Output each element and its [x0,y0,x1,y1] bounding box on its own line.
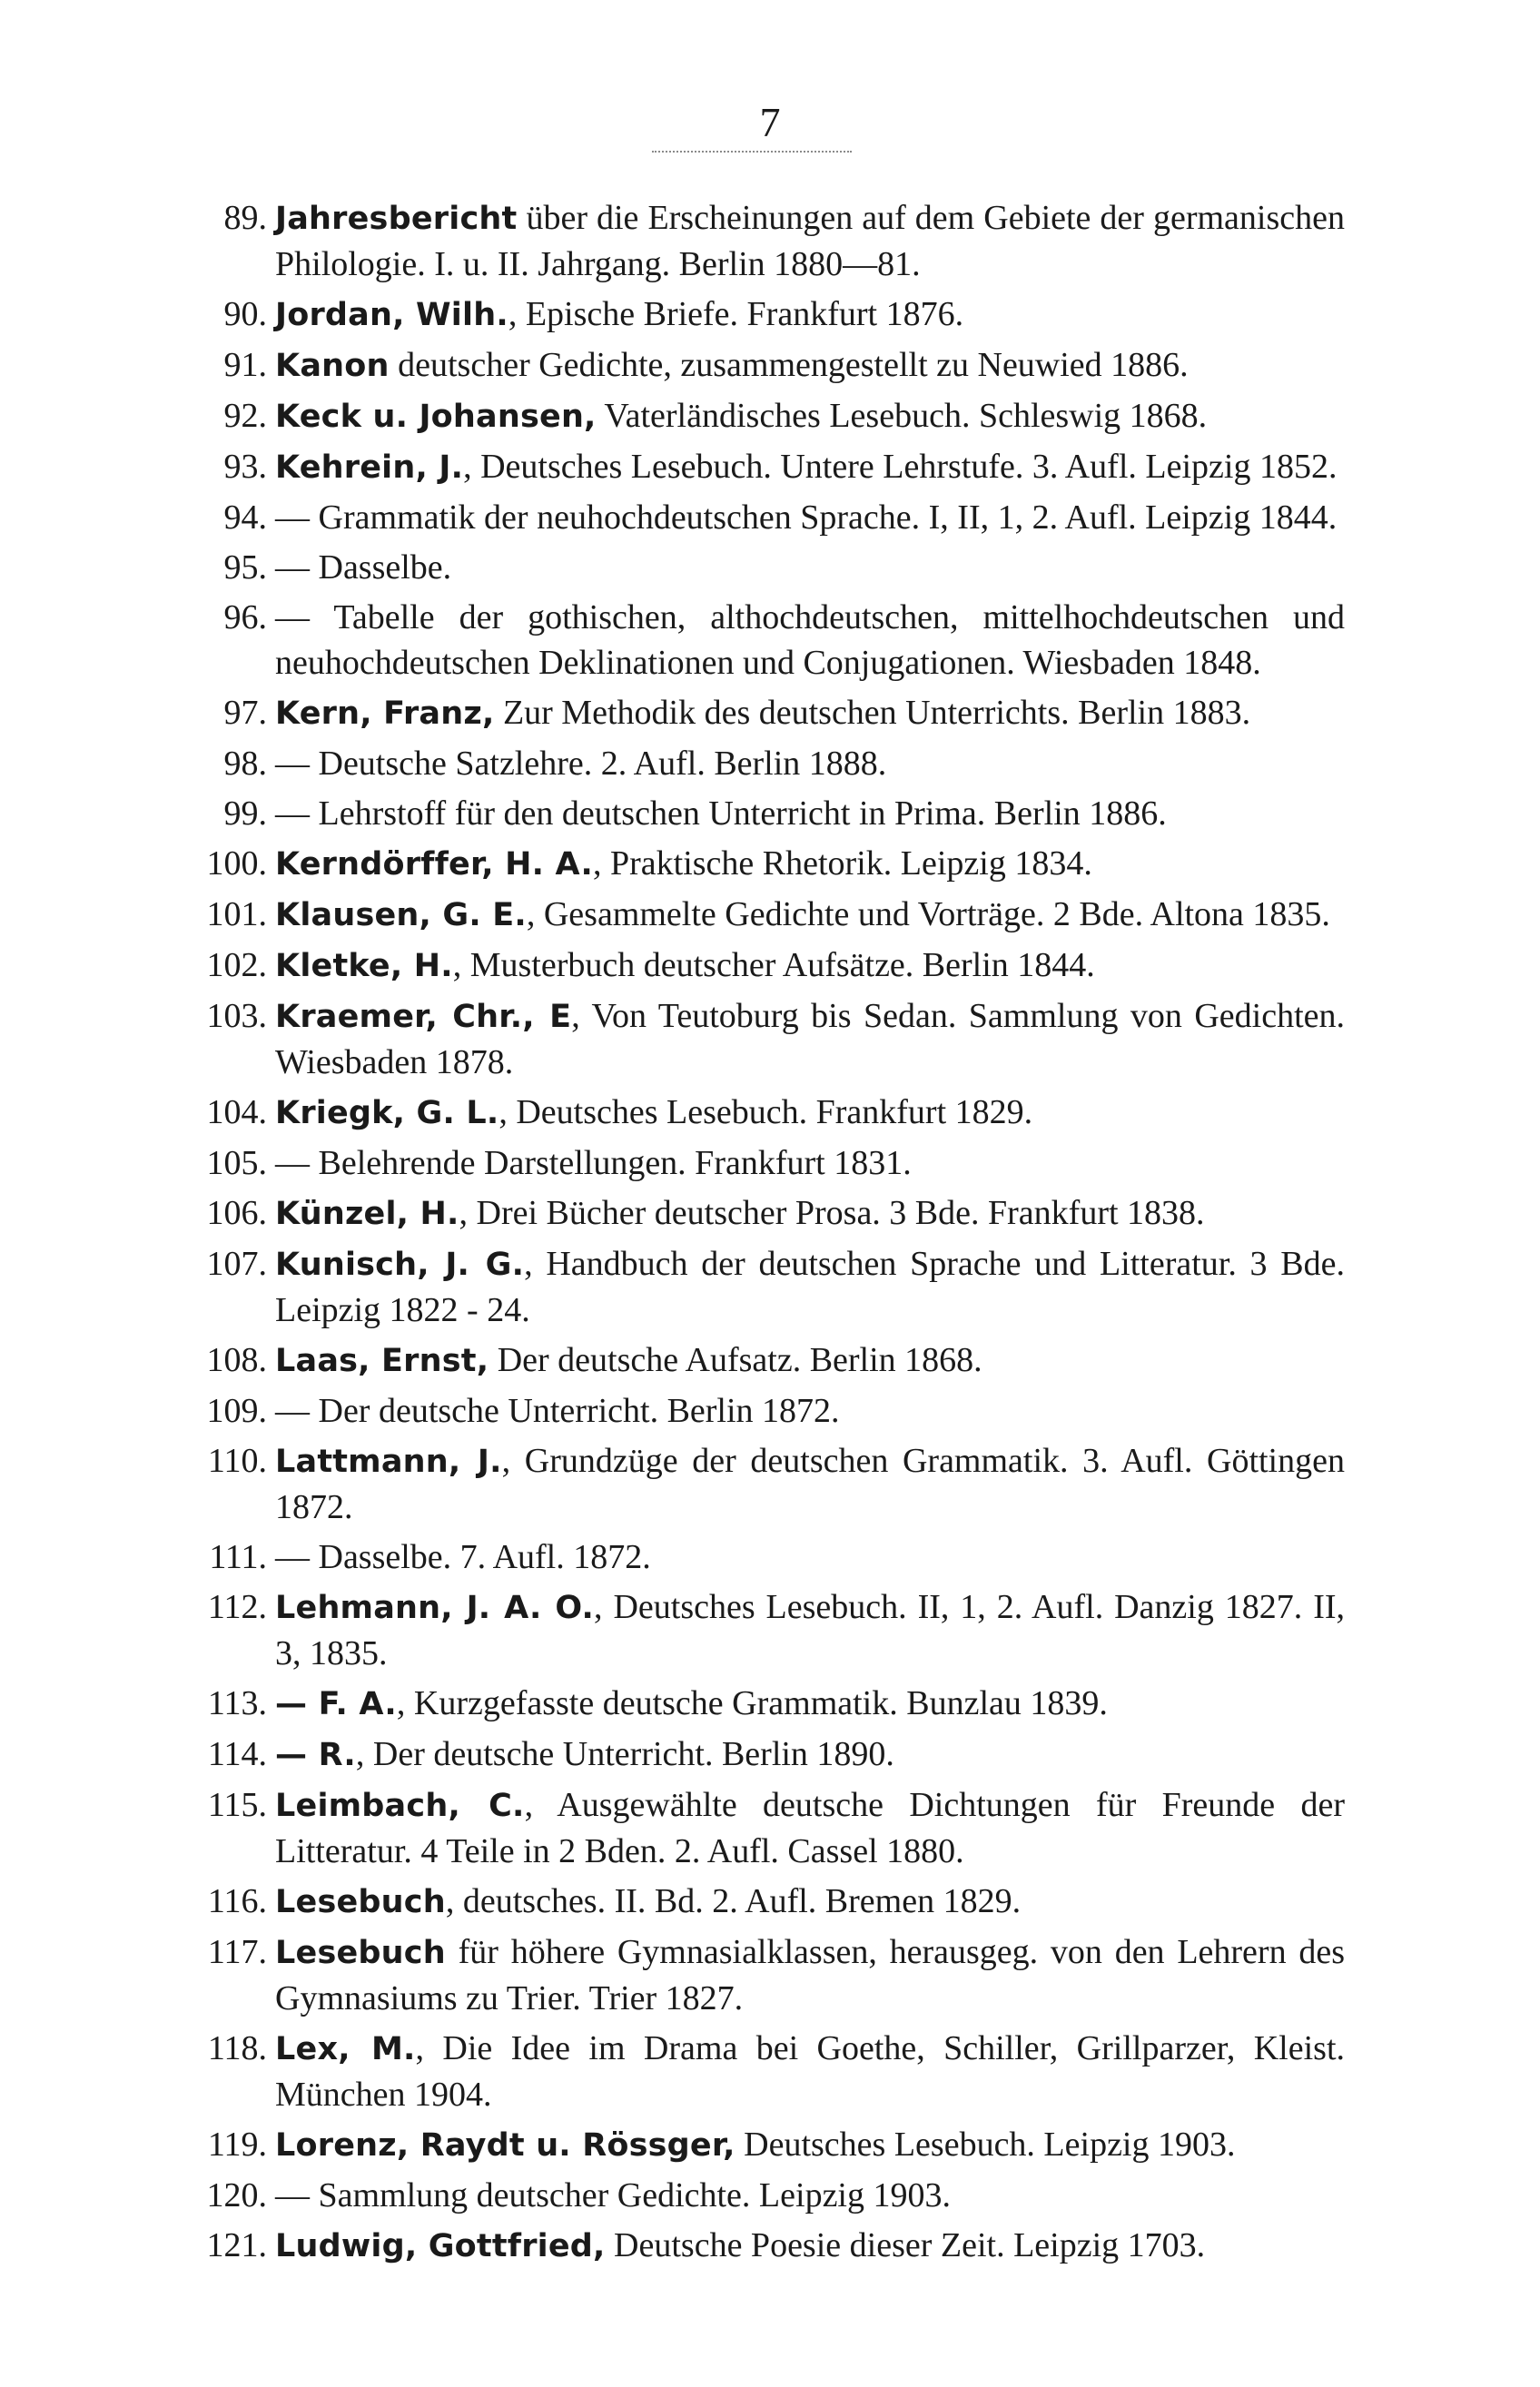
entry-author: Leimbach, C. [275,1788,525,1824]
entry-text [275,545,1345,590]
entry-number: 112. [207,1588,267,1626]
entry-body: , Kurzgefasste deutsche Grammatik. Bunzlau 1839. [396,1684,1108,1722]
bibliography-entry [0,2122,1540,2168]
entry-number: 95. [223,548,267,587]
bibliography-entry [0,2223,1540,2269]
bibliography-entry [0,1782,1540,1874]
entry-number: 92. [223,397,267,435]
bibliography-entry [0,741,1540,786]
entry-author: Jahresbericht [275,201,518,237]
entry-text [275,2122,1345,2168]
entry-author: Lattmann, J. [275,1444,502,1480]
entry-number: 98. [223,745,267,783]
entry-author: Kerndörffer, H. A. [275,846,593,883]
entry-number: 91. [223,346,267,384]
entry-body: , Grundzüge der deutschen Grammatik. 3. Aufl. Göttingen 1872. [275,1442,1345,1526]
entry-text [275,195,1345,287]
entry-number: 115. [207,1786,267,1824]
entry-text [275,1090,1345,1136]
entry-number: 102. [206,946,267,984]
entry-text [275,841,1345,887]
entry-text [275,1731,1345,1778]
bibliography-entry [0,993,1540,1085]
entry-body: , Deutsches Lesebuch. II, 1, 2. Aufl. Danzig 1827. II, 3, 1835. [275,1588,1345,1672]
bibliography-entry [0,1241,1540,1333]
entry-body: , Handbuch der deutschen Sprache und Litteratur. 3 Bde. Leipzig 1822 - 24. [275,1245,1345,1329]
entry-number: 109. [206,1392,267,1430]
entry-number: 101. [206,895,267,933]
entry-text [275,1438,1345,1530]
entry-number: 94. [223,498,267,537]
entry-text [275,690,1345,736]
entry-body: — Dasselbe. [275,548,452,587]
bibliography-entry [0,1534,1540,1580]
entry-text [275,942,1345,989]
entry-author: Kern, Franz, [275,695,495,732]
entry-text [275,993,1345,1085]
entry-number: 117. [207,1933,267,1971]
bibliography-entry [0,2173,1540,2218]
page-number-rule [652,151,852,153]
entry-author: Jordan, Wilh. [275,297,508,333]
bibliography-entry [0,444,1540,490]
entry-body: , deutsches. II. Bd. 2. Aufl. Bremen 1829. [445,1882,1022,1920]
entry-body: , Drei Bücher deutscher Prosa. 3 Bde. Frankfurt 1838. [459,1194,1205,1232]
entry-author: Laas, Ernst, [275,1343,489,1379]
entry-author: Lehmann, J. A. O. [275,1590,595,1626]
entry-number: 100. [206,844,267,883]
entry-body: — Tabelle der gothischen, althochdeutschen, mittelhochdeutschen und neuhochdeutschen Deklinationen und Conjugationen. Wiesbaden 1848. [275,598,1345,682]
entry-number: 93. [223,448,267,486]
entry-number: 99. [223,794,267,833]
entry-body: Zur Methodik des deutschen Unterrichts. Berlin 1883. [494,694,1251,732]
entry-author: Lex, M. [275,2031,416,2067]
bibliography-entry [0,1090,1540,1136]
entry-number: 96. [223,598,267,636]
entry-text [275,393,1345,439]
entry-number: 111. [209,1538,267,1576]
entry-text [275,1929,1345,2021]
entry-body: deutscher Gedichte, zusammengestellt zu Neuwied 1886. [389,346,1189,384]
bibliography-entry [0,841,1540,887]
bibliography-entry [0,1681,1540,1727]
entry-text [275,595,1345,686]
bibliography-entry [0,791,1540,836]
entry-author: Lorenz, Raydt u. Rössger, [275,2127,735,2164]
entry-number: 105. [206,1144,267,1182]
entry-author: Lesebuch [275,1884,446,1920]
entry-text [275,342,1345,389]
entry-body: , Praktische Rhetorik. Leipzig 1834. [592,844,1092,883]
bibliography-entry [0,892,1540,938]
entry-author: Lesebuch [275,1935,446,1971]
entry-author: Kriegk, G. L. [275,1095,499,1131]
entry-author: Kletke, H. [275,948,453,984]
entry-text [275,1241,1345,1333]
entry-number: 90. [223,295,267,333]
entry-body: — Sammlung deutscher Gedichte. Leipzig 1903. [275,2176,951,2214]
entry-author: — F. A. [275,1686,397,1722]
bibliography-entry [0,1929,1540,2021]
bibliography-entry [0,291,1540,338]
bibliography-entry [0,1140,1540,1186]
bibliography-entry [0,690,1540,736]
entry-number: 107. [206,1245,267,1283]
entry-text [275,2173,1345,2218]
bibliography-entry [0,1190,1540,1237]
entry-number: 121. [206,2226,267,2264]
bibliography-entry [0,1337,1540,1384]
entry-body: — Dasselbe. 7. Aufl. 1872. [275,1538,651,1576]
entry-number: 120. [206,2176,267,2214]
entry-number: 103. [206,997,267,1035]
bibliography-entry [0,545,1540,590]
entry-number: 108. [206,1341,267,1379]
entry-body: , Ausgewählte deutsche Dichtungen für Freunde der Litteratur. 4 Teile in 2 Bden. 2. Aufl. Cassel 1880. [275,1786,1345,1870]
entry-text [275,791,1345,836]
bibliography-entry [0,1584,1540,1676]
entry-body: , Von Teutoburg bis Sedan. Sammlung von Gedichten. Wiesbaden 1878. [275,997,1345,1081]
entry-text [275,741,1345,786]
entry-body: , Deutsches Lesebuch. Untere Lehrstufe. 3. Aufl. Leipzig 1852. [463,448,1338,486]
entry-author: Kraemer, Chr., E [275,999,572,1035]
entry-author: — R. [275,1737,356,1773]
entry-number: 89. [223,199,267,237]
entry-body: Vaterländisches Lesebuch. Schleswig 1868. [596,397,1208,435]
entry-author: Kehrein, J. [275,449,464,486]
entry-body: , Der deutsche Unterricht. Berlin 1890. [355,1735,894,1773]
bibliography-entry [0,342,1540,389]
entry-body: über die Erscheinungen auf dem Gebiete der germanischen Philologie. I. u. II. Jahrgang. Berlin 1880—81. [275,199,1345,283]
entry-text [275,291,1345,338]
entry-body: , Epische Briefe. Frankfurt 1876. [508,295,964,333]
entry-text [275,2026,1345,2117]
entry-body: , Gesammelte Gedichte und Vorträge. 2 Bde. Altona 1835. [526,895,1330,933]
entry-text [275,444,1345,490]
entry-number: 97. [223,694,267,732]
entry-text [275,1388,1345,1434]
bibliography-entry [0,195,1540,287]
entry-number: 106. [206,1194,267,1232]
entry-number: 118. [207,2029,267,2067]
bibliography-entry [0,1879,1540,1925]
entry-number: 114. [207,1735,267,1773]
entry-author: Kunisch, J. G. [275,1247,525,1283]
bibliography-entry [0,1388,1540,1434]
bibliography-entry [0,595,1540,686]
entry-text [275,1584,1345,1676]
entry-body: — Grammatik der neuhochdeutschen Sprache. I, II, 1, 2. Aufl. Leipzig 1844. [275,498,1338,537]
entry-text [275,1534,1345,1580]
entry-author: Keck u. Johansen, [275,399,597,435]
entry-text [275,1782,1345,1874]
entry-number: 110. [207,1442,267,1480]
bibliography-entry [0,2026,1540,2117]
page-number: 7 [759,99,781,145]
entry-author: Künzel, H. [275,1196,459,1232]
entry-text [275,1879,1345,1925]
entry-text [275,2223,1345,2269]
entry-body: — Lehrstoff für den deutschen Unterricht in Prima. Berlin 1886. [275,794,1167,833]
entry-body: — Belehrende Darstellungen. Frankfurt 1831. [275,1144,912,1182]
entry-body: — Deutsche Satzlehre. 2. Aufl. Berlin 1888. [275,745,887,783]
entry-text [275,1337,1345,1384]
entry-body: Deutsches Lesebuch. Leipzig 1903. [735,2126,1236,2164]
entry-body: , Deutsches Lesebuch. Frankfurt 1829. [499,1093,1033,1131]
entry-number: 113. [207,1684,267,1722]
entry-text [275,1190,1345,1237]
entry-body: — Der deutsche Unterricht. Berlin 1872. [275,1392,840,1430]
bibliography-entry [0,942,1540,989]
entry-body: Der deutsche Aufsatz. Berlin 1868. [489,1341,982,1379]
bibliography-entry [0,1438,1540,1530]
entry-text [275,1681,1345,1727]
bibliography-entry [0,495,1540,540]
entry-body: Deutsche Poesie dieser Zeit. Leipzig 1703. [605,2226,1206,2264]
entry-number: 116. [207,1882,267,1920]
bibliography-entry [0,1731,1540,1778]
entry-number: 104. [206,1093,267,1131]
entry-body: für höhere Gymnasialklassen, herausgeg. von den Lehrern des Gymnasiums zu Trier. Trier 1827. [275,1933,1345,2017]
entry-number: 119. [207,2126,267,2164]
bibliography-entry [0,393,1540,439]
entry-text [275,1140,1345,1186]
entry-author: Ludwig, Gottfried, [275,2228,606,2264]
entry-author: Klausen, G. E. [275,897,527,933]
entry-body: , Die Idee im Drama bei Goethe, Schiller, Grillparzer, Kleist. München 1904. [275,2029,1345,2114]
bibliography-list [0,195,1540,2274]
entry-text [275,495,1345,540]
entry-text [275,892,1345,938]
entry-author: Kanon [275,348,390,384]
entry-body: , Musterbuch deutscher Aufsätze. Berlin 1844. [452,946,1095,984]
